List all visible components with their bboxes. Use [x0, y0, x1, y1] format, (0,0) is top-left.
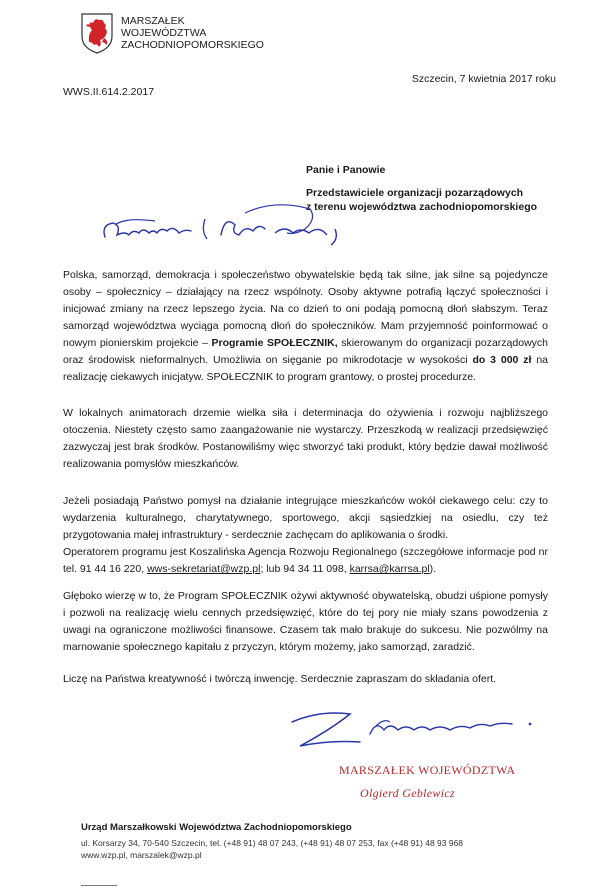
letterhead-line-1: MARSZAŁEK	[121, 15, 185, 27]
paragraph-5: Głęboko wierzę w to, że Program SPOŁECZNIK ożywi aktywność obywatelską, obudzi uśpione pomysły i pozwoli na realizację wielu cennych przedsięwzięć, które do tej pory nie miały szans powodzenia z uwagi na ograniczone możliwości finansowe. Czasem tak mało brakuje do sukcesu. Nie pozwólmy na marnowanie społecznego kapitału z przyczyn, którym możemy, jako samorząd, zaradzić.	[63, 590, 548, 653]
footer-org: Urząd Marszałkowski Województwa Zachodniopomorskiego	[81, 822, 352, 833]
letterhead-line-2: WOJEWÓDZTWA	[121, 27, 207, 39]
paragraph-2: W lokalnych animatorach drzemie wielka siła i determinacja do ożywienia i rozwoju najbliższego otoczenia. Niestety często samo zaangażowanie nie wystarczy. Przeszkodą w realizacji przedsięwzięć zazwyczaj jest brak środków. Postanowiliśmy więc stworzyć taki produkt, który będzie dawał możliwość realizowania pomysłów mieszkańców.	[63, 407, 548, 470]
reference-number: WWS.II.614.2.2017	[63, 86, 155, 98]
paragraph-1-part-b: skierowanym do organizacji pozarządowych oraz środowisk nieformalnych. Umożliwia on sięganie po mikrodotacje w wysokości	[63, 337, 548, 366]
footer-address-block	[81, 837, 463, 861]
letterhead-org-name	[121, 15, 264, 51]
grant-amount: do 3 000 zł	[472, 354, 532, 366]
griffin-crest-icon	[80, 12, 114, 54]
letterhead-line-3: ZACHODNIOPOMORSKIEGO	[121, 39, 264, 51]
letter-date: Szczecin, 7 kwietnia 2017 roku	[411, 73, 556, 85]
paragraph-4-part-c: ).	[429, 563, 437, 575]
addressee-line-2: Przedstawiciele organizacji pozarządowych	[306, 187, 524, 199]
paragraph-1-part-c: na realizację ciekawych inicjatyw. SPOŁECZNIK to program grantowy, o prostej procedurze.	[63, 354, 549, 383]
addressee-line-1: Panie i Panowie	[306, 164, 386, 176]
paragraph-3	[63, 493, 548, 578]
salutation-text: Szanowni Państwo,	[95, 195, 104, 196]
paragraph-1	[63, 267, 548, 386]
paragraph-4-part-a: Operatorem programu jest Koszalińska Agencja Rozwoju Regionalnego (szczegółowe informacje pod nr tel. 91 44 16 220,	[63, 546, 548, 575]
paragraph-3-text: Jeżeli posiadają Państwo pomysł na działanie integrujące mieszkańców wokół ciekawego celu: czy to wydarzenia kulturalnego, charytatywnego, sportowego, akcji sąsiedzkiej na osiedlu, czy też przygotowania małej infrastruktury - serdecznie zachęcam do aplikowania o środki.	[63, 495, 548, 541]
paragraph-4-part-b: ; lub 94 34 11 098,	[260, 563, 347, 575]
footer-divider	[81, 885, 117, 886]
handwritten-salutation	[95, 195, 355, 255]
stamp-name: Olgierd Geblewicz	[360, 786, 455, 800]
program-name: Programie SPOŁECZNIK,	[211, 337, 338, 349]
footer-web: www.wzp.pl, marszalek@wzp.pl	[81, 850, 202, 860]
paragraph-1-part-a: Polska, samorząd, demokracja i społeczeństwo obywatelskie będą tak silne, jak silne są pojedyncze osoby – społecznicy – działający na rzecz wspólnoty. Osoby aktywne potrafią łączyć społeczności i inicjować zmiany na rzecz lepszego życia. Na co dzień to oni podają pomocną dłoń słabszym. Teraz samorząd województwa wyciąga pomocną dłoń do społeczników. Mam przyjemność poinformować o nowym pionierskim projekcie –	[63, 269, 548, 349]
email-link-karrsa[interactable]: karrsa@karrsa.pl	[349, 563, 430, 575]
email-link-wws[interactable]: wws-sekretariat@wzp.pl	[147, 563, 261, 575]
stamp-title: MARSZAŁEK WOJEWÓDZTWA	[339, 763, 516, 777]
paragraph-6: Liczę na Państwa kreatywność i twórczą inwencję. Serdecznie zapraszam do składania ofert.	[63, 673, 497, 685]
handwritten-signature	[280, 700, 580, 760]
addressee-line-3: z terenu województwa zachodniopomorskiego	[306, 201, 538, 213]
footer-address: ul. Korsarzy 34, 70-540 Szczecin, tel. (+48 91) 48 07 243, (+48 91) 48 07 253, fax (+48 91) 48 93 968	[81, 838, 464, 848]
